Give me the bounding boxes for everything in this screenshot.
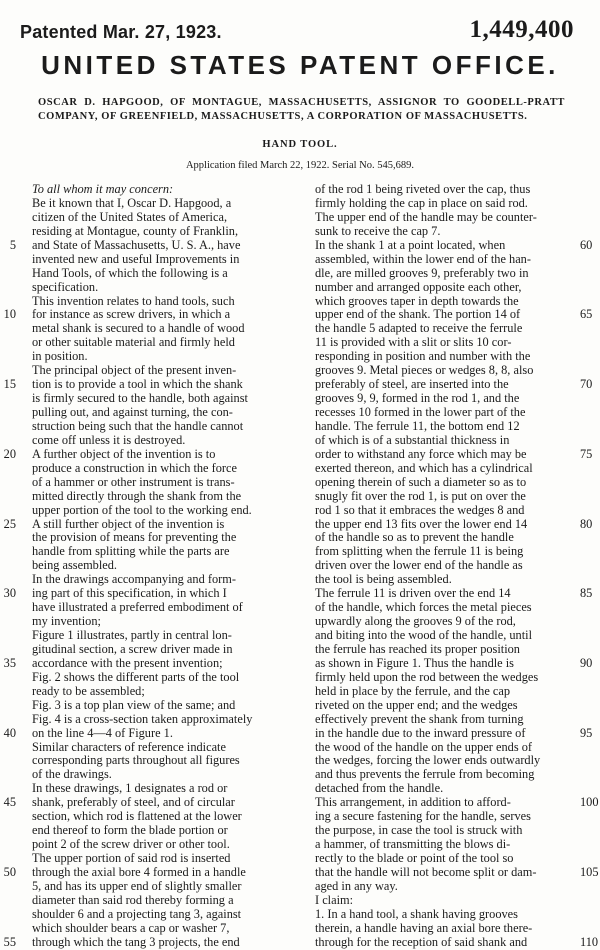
text-line: on the line 4—4 of Figure 1. <box>32 725 173 740</box>
line-number <box>580 211 600 225</box>
text-line: the purpose, in case the tool is struck with <box>315 823 523 838</box>
text-line: specification. <box>32 279 99 294</box>
text-line: corresponding parts throughout all figures <box>32 753 240 768</box>
text-line: shank, preferably of steel, and of circular <box>32 795 235 810</box>
line-number <box>0 559 16 573</box>
text-line: pulling out, and against turning, the con- <box>32 405 233 419</box>
text-line: ing a secure fastening for the handle, serves <box>315 809 531 824</box>
text-line: assembled, within the lower end of the han- <box>315 251 531 266</box>
line-number <box>580 295 600 309</box>
line-number <box>0 573 16 587</box>
text-line: The upper portion of said rod is inserted <box>32 851 231 865</box>
line-number <box>580 197 600 211</box>
line-number: 65 <box>580 307 593 322</box>
text-line: shoulder 6 and a projecting tang 3, against <box>32 906 242 921</box>
line-number <box>0 476 16 490</box>
text-line: of the rod 1 being riveted over the cap, thus <box>315 182 531 196</box>
text-line: in position. <box>32 349 88 364</box>
line-number <box>580 629 600 643</box>
line-number <box>0 406 16 420</box>
text-line: metal shank is secured to a handle of wood <box>32 321 245 336</box>
text-line: snugly fit over the rod 1, is put on over the <box>315 488 526 503</box>
text-line: recesses 10 formed in the lower part of the <box>315 405 526 419</box>
text-line: the provision of means for preventing the <box>32 530 237 545</box>
line-number <box>0 768 16 782</box>
line-number <box>580 810 600 824</box>
inventor-assignment: OSCAR D. HAPGOOD, OF MONTAGUE, MASSACHUSETTS, ASSIGNOR TO GOODELL-PRATT COMPANY, OF GREENFIELD, MASSACHUSETTS, A CORPORATION OF MASSACHUSETTS. <box>38 97 565 122</box>
line-number <box>580 754 600 768</box>
line-number <box>580 281 600 295</box>
text-line: struction being such that the handle cannot <box>32 418 244 433</box>
line-number <box>0 754 16 768</box>
line-number <box>580 504 600 518</box>
line-number <box>0 643 16 657</box>
text-line: riveted on the upper end; and the wedges <box>315 697 518 712</box>
text-line: tion is to provide a tool in which the shank <box>32 377 243 392</box>
line-number: 50 <box>3 864 16 879</box>
text-line: The ferrule 11 is driven over the end 14 <box>315 586 511 601</box>
line-number: 110 <box>580 934 599 949</box>
text-line: upper portion of the tool to the working end. <box>32 502 252 517</box>
text-line: upwardly along the grooves 9 of the rod, <box>315 614 516 629</box>
line-number <box>580 573 600 587</box>
text-line: responding in position and number with the <box>315 349 531 364</box>
line-number <box>580 225 600 239</box>
text-line: 11 is provided with a slit or slits 10 cor- <box>315 335 512 350</box>
left-line-numbers <box>0 183 16 950</box>
text-line: driven over the lower end of the handle as <box>315 558 523 573</box>
office-title: UNITED STATES PATENT OFFICE. <box>41 50 559 80</box>
line-number: 10 <box>3 307 16 322</box>
text-line: from splitting when the ferrule 11 is being <box>315 544 524 559</box>
line-number <box>0 434 16 448</box>
invention-title: HAND TOOL. <box>262 139 338 150</box>
text-line: and State of Massachusetts, U. S. A., have <box>32 237 241 252</box>
text-line: rectly to the blade or point of the tool so <box>315 851 514 865</box>
text-line: upper end of the shank. The portion 14 of <box>315 307 521 322</box>
line-number: 20 <box>3 446 16 461</box>
line-number <box>0 504 16 518</box>
line-number <box>0 183 16 197</box>
text-line: my invention; <box>32 614 101 629</box>
line-number <box>0 615 16 629</box>
line-number <box>580 559 600 573</box>
text-line: To all whom it may concern: <box>32 182 174 196</box>
line-number <box>0 197 16 211</box>
line-number <box>0 211 16 225</box>
line-number <box>0 852 16 866</box>
line-number <box>0 810 16 824</box>
line-number <box>0 629 16 643</box>
line-number <box>580 462 600 476</box>
text-line: Fig. 3 is a top plan view of the same; and <box>32 697 236 712</box>
text-line: handle from splitting while the parts are <box>32 544 230 559</box>
text-line: In these drawings, 1 designates a rod or <box>32 781 228 796</box>
line-number <box>580 880 600 894</box>
line-number <box>580 908 600 922</box>
text-line: Hand Tools, of which the following is a <box>32 265 228 280</box>
text-line: firmly held upon the rod between the wedges <box>315 669 539 684</box>
text-line: the ferrule has reached its proper position <box>315 641 520 656</box>
line-number <box>0 490 16 504</box>
line-number <box>0 880 16 894</box>
line-number: 85 <box>580 586 593 601</box>
text-line: diameter than said rod thereby forming a <box>32 892 234 907</box>
line-number <box>580 476 600 490</box>
line-number: 5 <box>9 237 16 252</box>
line-number <box>580 699 600 713</box>
text-line: In the shank 1 at a point located, when <box>315 237 506 252</box>
text-line: as shown in Figure 1. Thus the handle is <box>315 655 514 670</box>
line-number <box>580 894 600 908</box>
text-line: preferably of steel, are inserted into the <box>315 377 509 392</box>
line-number <box>580 643 600 657</box>
text-line: held in place by the ferrule, and the cap <box>315 683 511 698</box>
text-line: and biting into the wood of the handle, until <box>315 628 533 642</box>
line-number <box>0 824 16 838</box>
text-line: produce a construction in which the force <box>32 460 237 475</box>
line-number <box>580 183 600 197</box>
line-number <box>580 545 600 559</box>
line-number <box>580 713 600 727</box>
text-line: In the drawings accompanying and form- <box>32 572 236 587</box>
text-line: order to withstand any force which may be <box>315 446 527 461</box>
text-line: 5, and has its upper end of slightly smaller <box>32 878 242 893</box>
text-line: opening therein of such a diameter so as to <box>315 474 527 489</box>
line-number <box>0 741 16 755</box>
line-number <box>0 267 16 281</box>
line-number <box>580 392 600 406</box>
text-line: end thereof to form the blade portion or <box>32 823 228 838</box>
text-line: The principal object of the present inven- <box>32 363 237 378</box>
text-line: for instance as screw drivers, in which a <box>32 307 231 322</box>
text-line: in the handle due to the inward pressure of <box>315 725 526 740</box>
text-line: residing at Montague, county of Franklin, <box>32 223 239 238</box>
line-number <box>580 838 600 852</box>
text-line: the wedges, forcing the lower ends outwardly <box>315 753 541 768</box>
line-number <box>580 406 600 420</box>
right-line-numbers <box>580 183 600 950</box>
text-line: 1. In a hand tool, a shank having grooves <box>315 906 518 921</box>
text-line: is firmly secured to the handle, both against <box>32 391 248 406</box>
line-number <box>580 364 600 378</box>
text-line: through which the tang 3 projects, the end <box>32 934 240 949</box>
line-number <box>0 908 16 922</box>
text-line: of the drawings. <box>32 767 112 782</box>
line-number <box>0 281 16 295</box>
line-number: 70 <box>580 377 593 392</box>
line-number <box>0 671 16 685</box>
text-line: This invention relates to hand tools, such <box>32 293 235 308</box>
text-line: that the handle will not become split or dam- <box>315 864 537 879</box>
text-line: come off unless it is destroyed. <box>32 432 186 447</box>
text-line: firmly holding the cap in place on said rod. <box>315 195 528 210</box>
text-line: the tool is being assembled. <box>315 572 452 587</box>
line-number <box>580 741 600 755</box>
line-number <box>0 699 16 713</box>
line-number <box>580 434 600 448</box>
text-line: a hammer, of transmitting the blows di- <box>315 837 511 852</box>
text-line: of a hammer or other instrument is trans- <box>32 474 235 489</box>
line-number <box>0 545 16 559</box>
text-line: Fig. 2 shows the different parts of the tool <box>32 669 240 684</box>
line-number <box>580 531 600 545</box>
text-line: detached from the handle. <box>315 781 444 796</box>
line-number: 75 <box>580 446 593 461</box>
text-line: mitted directly through the shank from the <box>32 488 242 503</box>
line-number <box>0 838 16 852</box>
text-line: exerted thereon, and which has a cylindrical <box>315 460 533 475</box>
text-line: dle, are milled grooves 9, preferably two in <box>315 265 529 280</box>
text-line: Be it known that I, Oscar D. Hapgood, a <box>32 195 232 210</box>
patent-date: Patented Mar. 27, 1923. <box>20 22 222 42</box>
line-number <box>580 350 600 364</box>
line-number <box>0 601 16 615</box>
line-number <box>0 894 16 908</box>
text-line: which shoulder bears a cap or washer 7, <box>32 920 230 935</box>
line-number <box>0 364 16 378</box>
text-line: being assembled. <box>32 558 118 573</box>
text-line: ing part of this specification, in which I <box>32 586 227 601</box>
line-number: 25 <box>3 516 16 531</box>
text-line: the upper end 13 fits over the lower end 14 <box>315 516 528 531</box>
text-line: of the handle, which forces the metal pieces <box>315 600 532 615</box>
line-number <box>0 336 16 350</box>
left-column-text <box>32 183 308 950</box>
line-number <box>0 685 16 699</box>
text-line: the wood of the handle on the upper ends of <box>315 739 532 754</box>
text-line: have illustrated a preferred embodiment of <box>32 600 243 615</box>
text-line: and thus prevents the ferrule from becoming <box>315 767 535 782</box>
line-number <box>580 490 600 504</box>
right-column-text <box>315 183 578 950</box>
line-number <box>580 267 600 281</box>
line-number <box>0 420 16 434</box>
line-number: 105 <box>580 864 599 879</box>
text-line: section, which rod is flattened at the lower <box>32 809 242 824</box>
text-line: grooves 9. Metal pieces or wedges 8, 8, also <box>315 363 534 378</box>
text-line: accordance with the present invention; <box>32 655 223 670</box>
text-line: effectively prevent the shank from turning <box>315 711 524 726</box>
line-number <box>580 852 600 866</box>
line-number <box>0 531 16 545</box>
line-number <box>580 824 600 838</box>
line-number: 90 <box>580 655 593 670</box>
line-number <box>580 322 600 336</box>
line-number <box>580 768 600 782</box>
text-line: of which is of a substantial thickness in <box>315 432 510 447</box>
text-line: Figure 1 illustrates, partly in central lon- <box>32 628 232 642</box>
line-number <box>580 671 600 685</box>
text-line: A further object of the invention is to <box>32 446 216 461</box>
text-line: of the handle so as to prevent the handle <box>315 530 514 545</box>
line-number <box>580 782 600 796</box>
line-number <box>580 420 600 434</box>
text-line: sunk to receive the cap 7. <box>315 223 441 238</box>
text-line: invented new and useful Improvements in <box>32 251 240 266</box>
line-number <box>580 601 600 615</box>
line-number <box>580 615 600 629</box>
line-number <box>0 253 16 267</box>
text-line: which grooves taper in depth towards the <box>315 293 519 308</box>
text-line: the handle 5 adapted to receive the ferrule <box>315 321 523 336</box>
line-number: 30 <box>3 586 16 601</box>
line-number <box>0 225 16 239</box>
line-number <box>0 350 16 364</box>
line-number <box>0 392 16 406</box>
line-number <box>0 295 16 309</box>
text-line: Similar characters of reference indicate <box>32 739 226 754</box>
line-number: 40 <box>3 725 16 740</box>
line-number: 60 <box>580 237 593 252</box>
text-line: rod 1 so that it embraces the wedges 8 and <box>315 502 525 517</box>
patent-number: 1,449,400 <box>469 16 574 43</box>
text-line: through for the reception of said shank and <box>315 934 528 949</box>
text-line: point 2 of the screw driver or other tool. <box>32 837 230 852</box>
line-number: 95 <box>580 725 593 740</box>
line-number <box>0 462 16 476</box>
text-line: I claim: <box>315 892 354 907</box>
line-number <box>0 782 16 796</box>
text-line: handle. The ferrule 11, the bottom end 12 <box>315 418 520 433</box>
text-line: citizen of the United States of America, <box>32 209 228 224</box>
line-number <box>0 322 16 336</box>
line-number: 35 <box>3 655 16 670</box>
text-line: through the axial bore 4 formed in a handle <box>32 864 246 879</box>
line-number <box>580 685 600 699</box>
text-line: A still further object of the invention is <box>32 516 225 531</box>
line-number: 45 <box>3 795 16 810</box>
line-number: 100 <box>580 795 599 810</box>
text-line: This arrangement, in addition to afford- <box>315 795 511 810</box>
text-line: or other suitable material and firmly held <box>32 335 235 350</box>
text-line: aged in any way. <box>315 878 398 893</box>
line-number <box>580 253 600 267</box>
text-line: number and arranged opposite each other, <box>315 279 522 294</box>
text-line: The upper end of the handle may be counter- <box>315 209 537 224</box>
line-number: 15 <box>3 377 16 392</box>
line-number <box>0 713 16 727</box>
text-line: grooves 9, 9, formed in the rod 1, and the <box>315 391 520 406</box>
application-filed-line: Application filed March 22, 1922. Serial No. 545,689. <box>185 160 415 171</box>
line-number: 80 <box>580 516 593 531</box>
line-number <box>580 336 600 350</box>
text-line: therein, a handle having an axial bore there- <box>315 920 533 935</box>
text-line: Fig. 4 is a cross-section taken approximately <box>32 711 253 726</box>
line-number: 55 <box>3 934 16 949</box>
text-line: ready to be assembled; <box>32 683 145 698</box>
text-line: gitudinal section, a screw driver made in <box>32 641 233 656</box>
